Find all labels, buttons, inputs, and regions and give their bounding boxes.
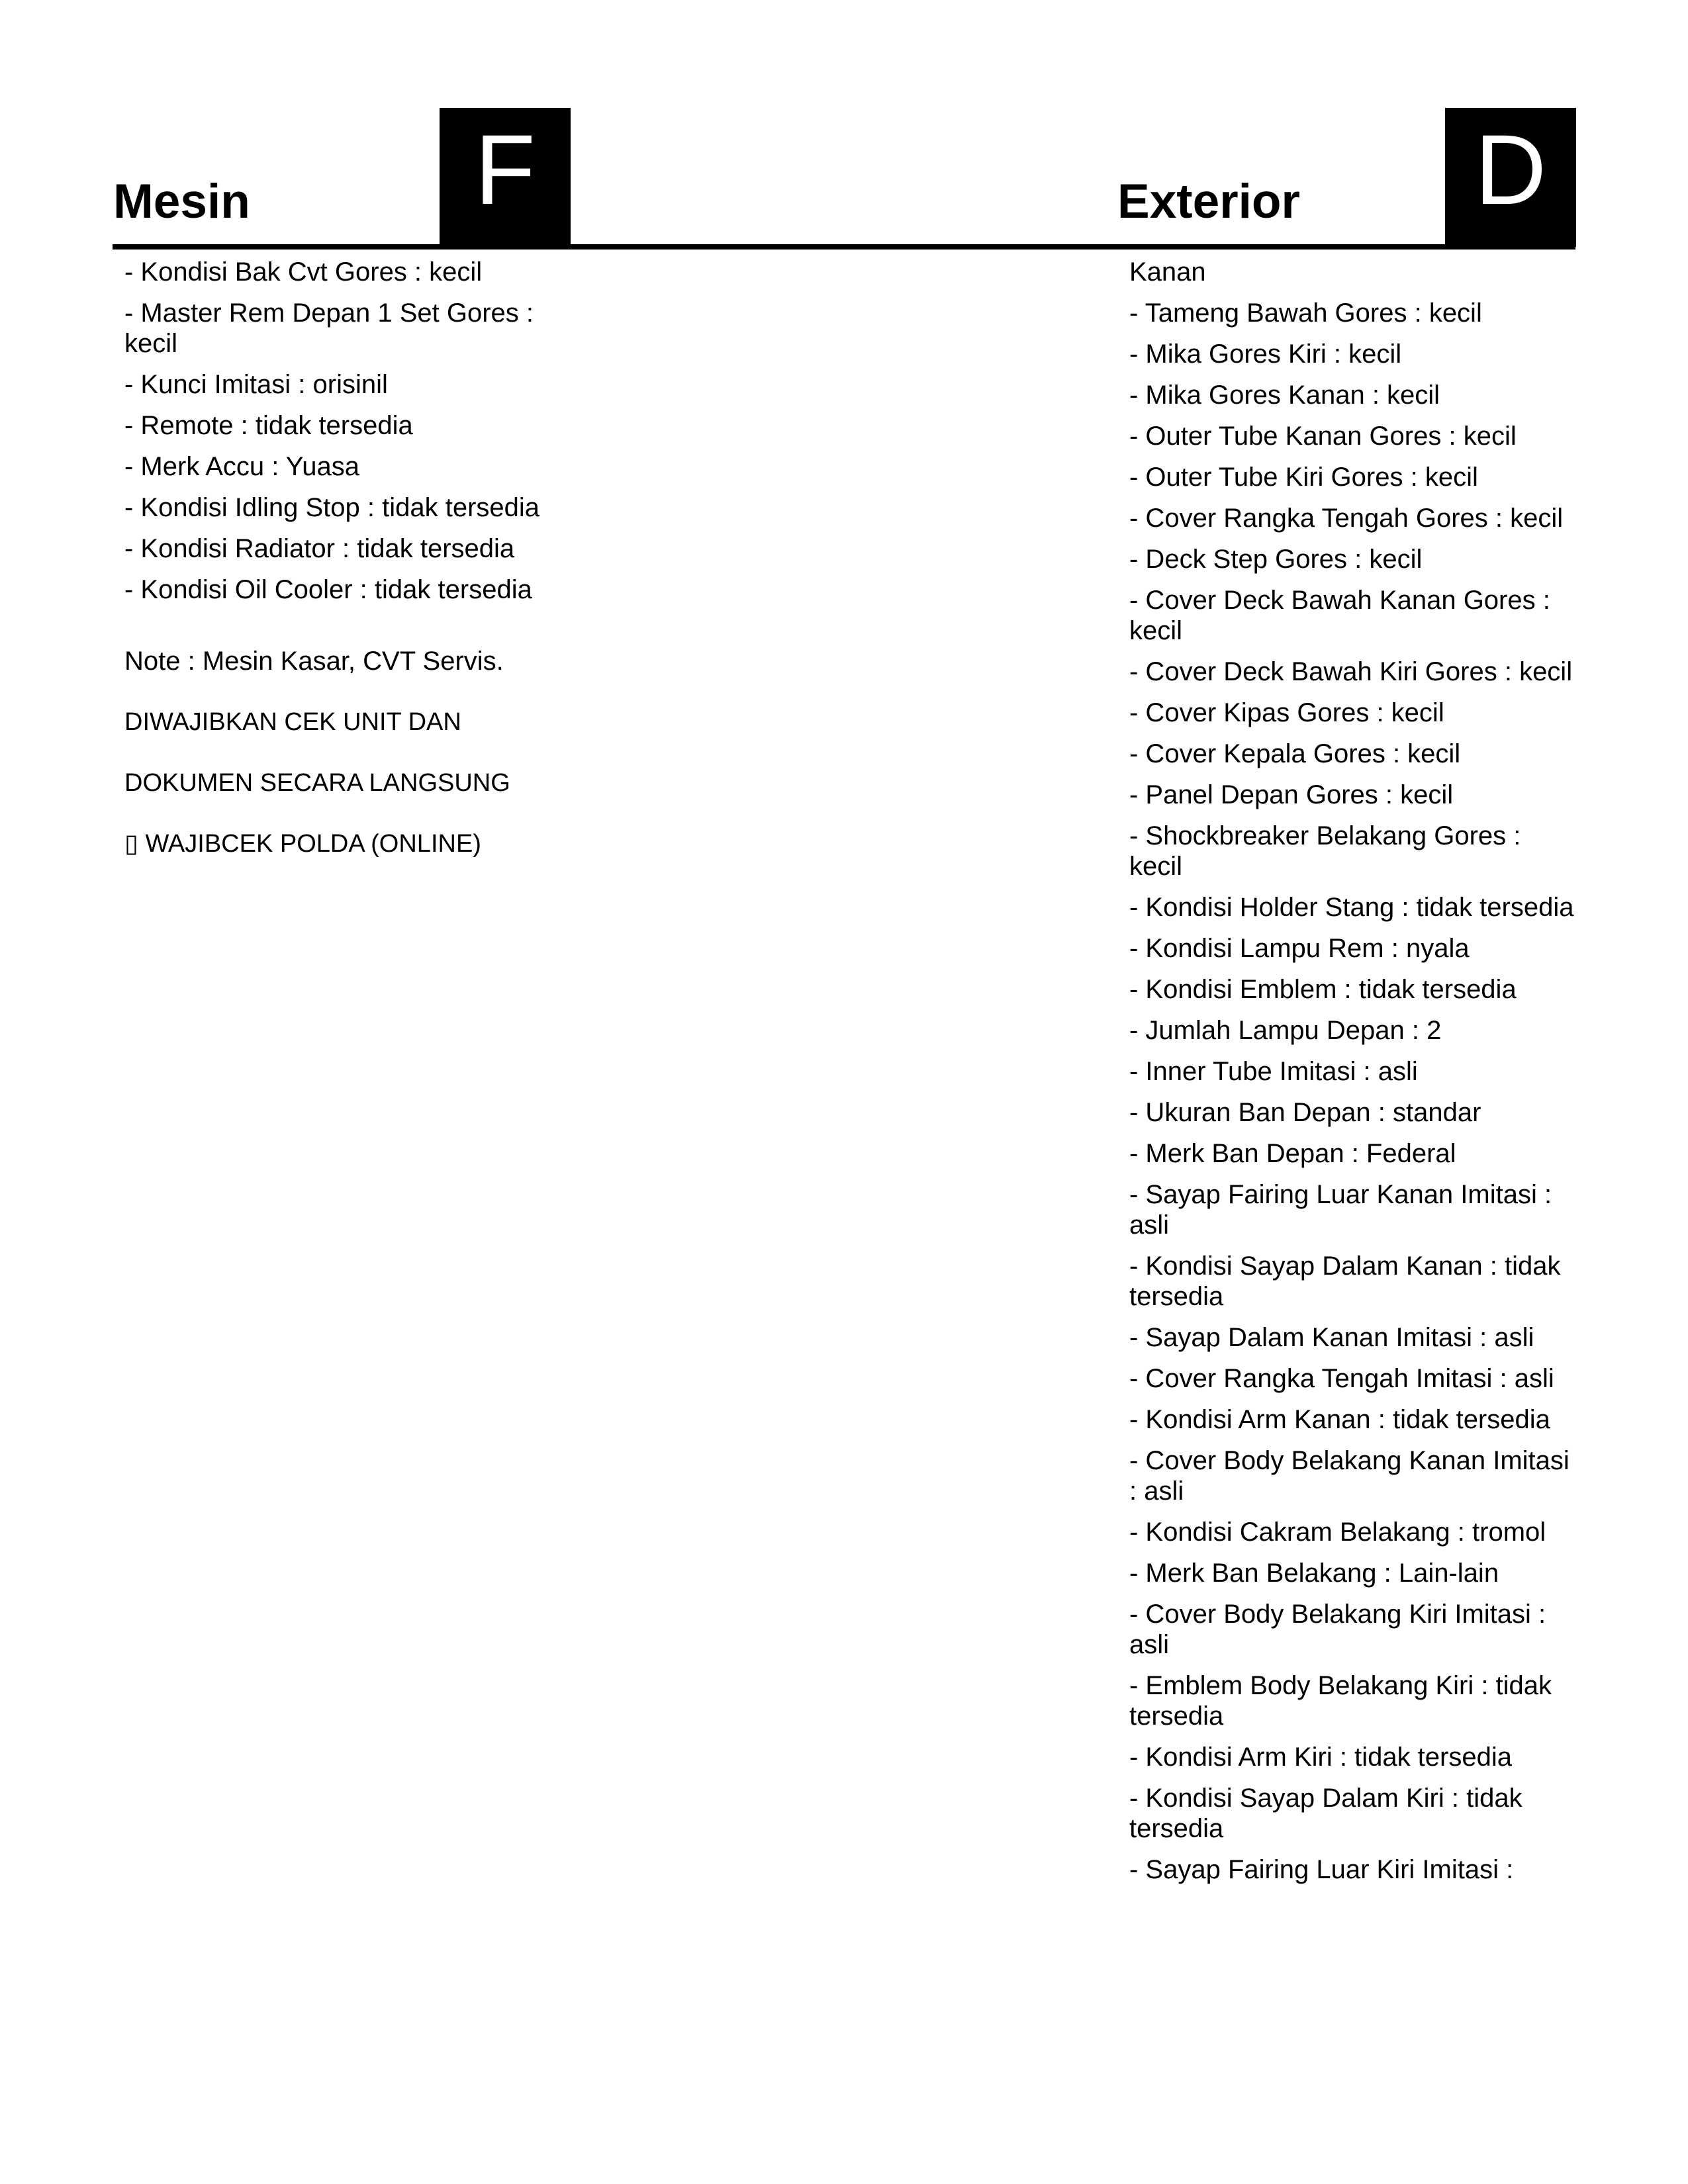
list-item: - Kondisi Cakram Belakang : tromol [1129,1518,1546,1547]
list-item: - Panel Depan Gores : kecil [1129,780,1454,809]
note-line: ▯ WAJIBCEK POLDA (ONLINE) [124,830,481,858]
list-item: - Kondisi Sayap Dalam Kiri : tidak tersedia [1129,1784,1523,1843]
list-item: - Tameng Bawah Gores : kecil [1129,298,1482,328]
mesin-note [124,615,575,889]
list-item: - Kondisi Idling Stop : tidak tersedia [124,493,540,522]
list-item: - Merk Ban Depan : Federal [1129,1139,1456,1168]
mesin-grade-badge: F [440,108,571,247]
list-item: - Kondisi Oil Cooler : tidak tersedia [124,575,532,604]
list-item: - Kondisi Arm Kiri : tidak tersedia [1129,1743,1512,1772]
note-line: DIWAJIBKAN CEK UNIT DAN [124,708,461,736]
note-line: Note : Mesin Kasar, CVT Servis. [124,647,504,676]
list-item: - Cover Body Belakang Kanan Imitasi : asli [1129,1446,1570,1506]
header-divider [113,244,1575,250]
list-item: - Kondisi Sayap Dalam Kanan : tidak tersedia [1129,1251,1561,1311]
list-item: - Kondisi Bak Cvt Gores : kecil [124,257,483,287]
list-item: - Kondisi Holder Stang : tidak tersedia [1129,893,1574,922]
list-item: - Master Rem Depan 1 Set Gores : kecil [124,298,534,358]
list-item: - Shockbreaker Belakang Gores : kecil [1129,821,1521,881]
exterior-section-title: Exterior [1117,175,1300,228]
list-item: - Kondisi Arm Kanan : tidak tersedia [1129,1405,1550,1434]
list-item: - Deck Step Gores : kecil [1129,545,1423,574]
list-item: - Outer Tube Kiri Gores : kecil [1129,463,1478,492]
list-item: - Sayap Dalam Kanan Imitasi : asli [1129,1323,1534,1352]
list-item: - Cover Rangka Tengah Imitasi : asli [1129,1364,1554,1393]
list-item: - Kunci Imitasi : orisinil [124,370,388,399]
list-item: - Cover Rangka Tengah Gores : kecil [1129,504,1564,533]
list-item: - Mika Gores Kiri : kecil [1129,340,1402,369]
list-item: - Cover Kepala Gores : kecil [1129,739,1461,768]
list-item: - Remote : tidak tersedia [124,411,413,440]
list-item: - Cover Deck Bawah Kanan Gores : kecil [1129,586,1550,645]
exterior-item-list [1129,257,1579,1895]
list-item: - Kondisi Radiator : tidak tersedia [124,534,515,563]
list-item: - Cover Deck Bawah Kiri Gores : kecil [1129,657,1573,686]
mesin-item-list [124,257,575,889]
list-item: - Cover Kipas Gores : kecil [1129,698,1444,727]
list-item: - Inner Tube Imitasi : asli [1129,1057,1418,1086]
list-item: - Mika Gores Kanan : kecil [1129,381,1440,410]
list-item: - Cover Body Belakang Kiri Imitasi : asli [1129,1600,1546,1659]
exterior-grade-badge: D [1445,108,1576,247]
list-item: - Jumlah Lampu Depan : 2 [1129,1016,1442,1045]
list-item: - Emblem Body Belakang Kiri : tidak tersedia [1129,1671,1552,1731]
mesin-section-title: Mesin [113,175,250,228]
list-item: - Sayap Fairing Luar Kanan Imitasi : asli [1129,1180,1552,1240]
list-item: - Outer Tube Kanan Gores : kecil [1129,422,1517,451]
list-item: - Merk Ban Belakang : Lain-lain [1129,1559,1499,1588]
list-item: - Ukuran Ban Depan : standar [1129,1098,1481,1127]
list-item: - Kondisi Emblem : tidak tersedia [1129,975,1517,1004]
list-item: - Kondisi Lampu Rem : nyala [1129,934,1470,963]
list-item: - Sayap Fairing Luar Kiri Imitasi : [1129,1855,1514,1884]
list-item: Kanan [1129,257,1206,287]
list-item: - Merk Accu : Yuasa [124,452,359,481]
note-line: DOKUMEN SECARA LANGSUNG [124,769,510,797]
